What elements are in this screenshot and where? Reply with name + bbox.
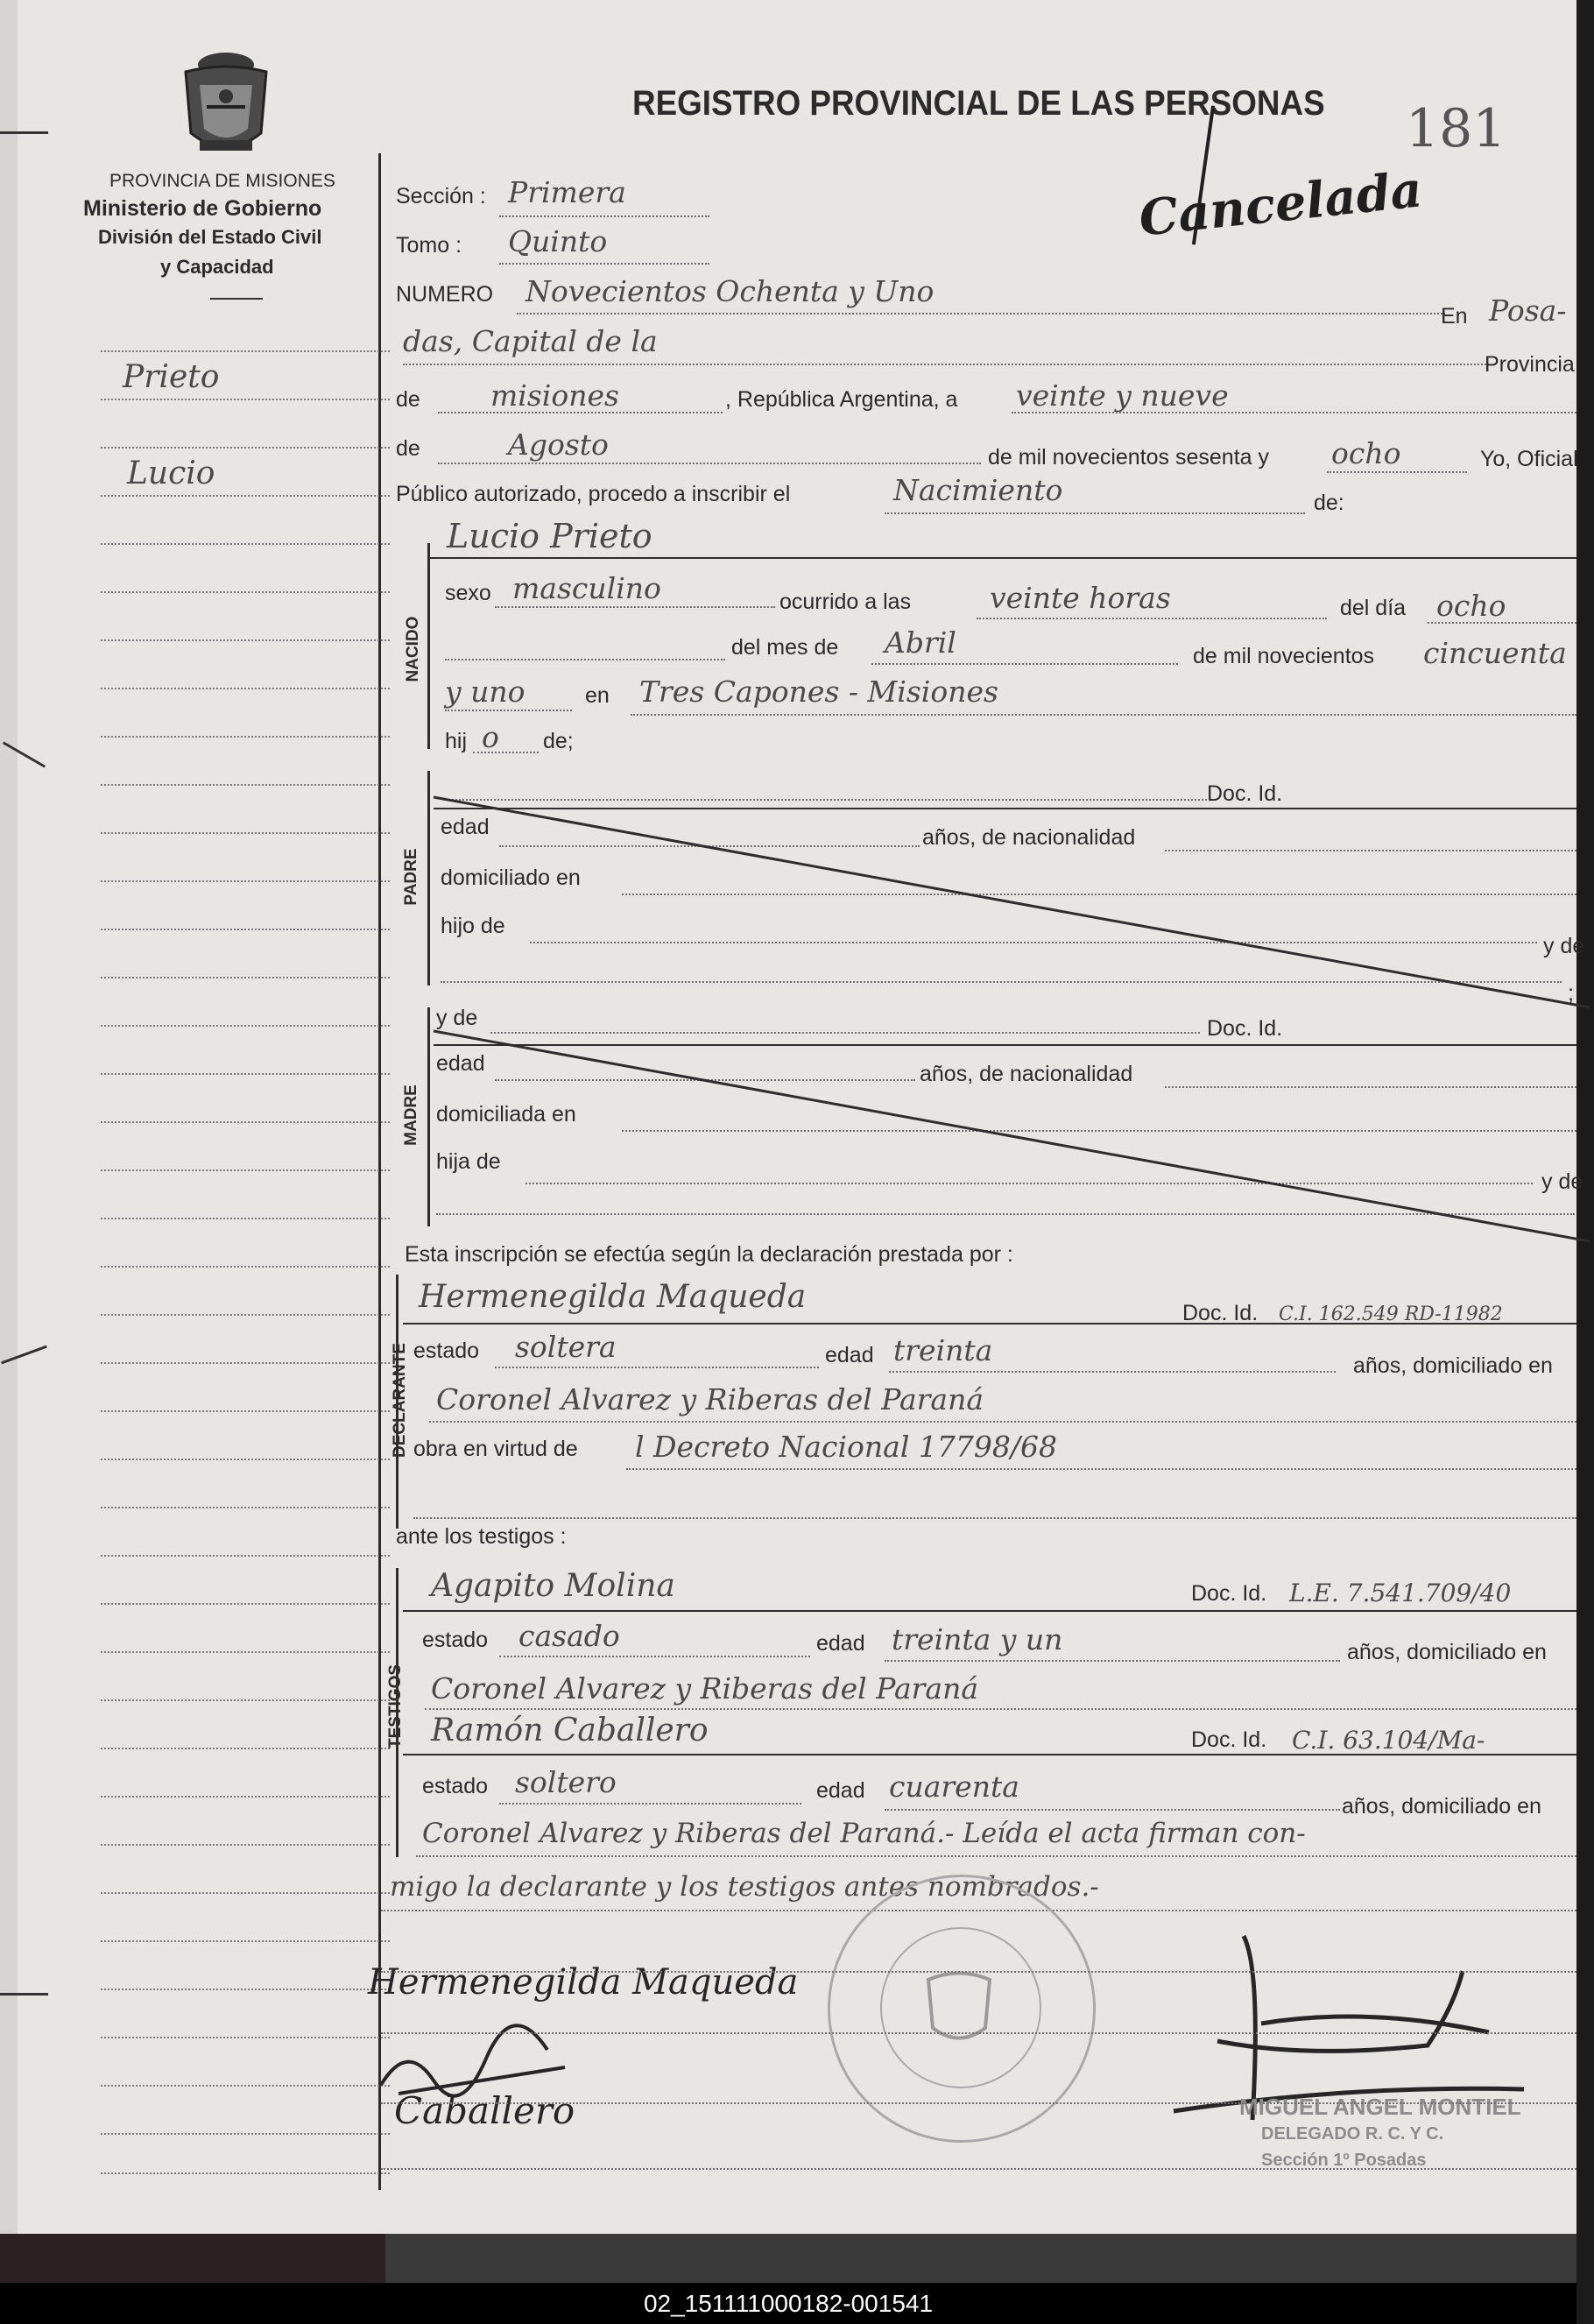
declarante-doc-value: C.I. 162.549 RD-11982 — [1279, 1303, 1503, 1325]
ministry-heading: Ministerio de Gobierno — [83, 196, 322, 221]
testigo2-edad-label: edad — [816, 1778, 865, 1803]
padre-hijo-label: hijo de — [441, 914, 505, 938]
division-heading: División del Estado Civil — [98, 226, 322, 248]
province-heading: PROVINCIA DE MISIONES — [109, 171, 335, 191]
publico-label: Público autorizado, procedo a inscribir el — [396, 482, 791, 506]
nacido-bracket — [427, 543, 430, 749]
madre-cancel-line — [429, 1027, 1594, 1246]
testigo2-domicilio: Coronel Alvarez y Riberas del Paraná.- Leída el acta firman con- — [422, 1818, 1306, 1849]
padre-dom-label: domiciliado en — [441, 865, 581, 890]
register-page — [18, 0, 1585, 2234]
de-label-2: de — [396, 436, 420, 461]
testigo1-doc-label: Doc. Id. — [1191, 1581, 1267, 1606]
padre-nac-label: años, de nacionalidad — [922, 825, 1136, 850]
en-label: En — [1441, 304, 1468, 328]
declarante-signature: Hermenegilda Maqueda — [368, 1962, 799, 2003]
page-edge — [0, 0, 18, 2234]
official-stamp-section: Sección 1º Posadas — [1261, 2151, 1427, 2170]
page-title: REGISTRO PROVINCIAL DE LAS PERSONAS — [632, 84, 1325, 123]
padre-cancel-line — [429, 793, 1594, 1012]
official-stamp-name: MIGUEL ANGEL MONTIEL — [1239, 2094, 1521, 2120]
hij-label: hij — [445, 729, 468, 753]
padre-label: PADRE — [402, 848, 420, 906]
testigo2-signature: Caballero — [394, 2089, 575, 2132]
de-label-3: de: — [1314, 491, 1344, 515]
testigo1-estado-label: estado — [422, 1628, 489, 1652]
testigo1-edad-label: edad — [816, 1631, 865, 1656]
testigo1-domicilio: Coronel Alvarez y Riberas del Paraná — [431, 1671, 979, 1706]
capacity-heading: y Capacidad — [160, 256, 274, 278]
madre-yde-label: y de — [1541, 1169, 1583, 1194]
anio-nacido-cont: y uno — [445, 675, 525, 709]
madre-edad-label: edad — [436, 1051, 485, 1076]
anio-value: ocho — [1331, 436, 1401, 470]
sexo-label: sexo — [445, 581, 491, 605]
month-value: Agosto — [508, 427, 609, 462]
en-value: Posa- — [1489, 293, 1567, 328]
testigo1-doc-value: L.E. 7.541.709/40 — [1289, 1579, 1512, 1607]
declarante-label: DECLARANTE — [391, 1343, 409, 1458]
numero-label: NUMERO — [396, 282, 494, 307]
file-caption: 02_151111000182-001541 — [0, 2283, 1576, 2324]
main-vertical-rule — [378, 153, 381, 2190]
madre-doc-label: Doc. Id. — [1207, 1016, 1283, 1041]
declarante-name: Hermenegilda Maqueda — [419, 1279, 807, 1315]
testigo1-name: Agapito Molina — [431, 1568, 675, 1604]
declarante-domicilio: Coronel Alvarez y Riberas del Paraná — [436, 1382, 984, 1416]
oficial-label: Yo, Oficial — [1480, 447, 1578, 471]
city-value: das, Capital de la — [403, 324, 658, 358]
margin-given-name: Lucio — [127, 456, 215, 491]
ocurrido-label: ocurrido a las — [779, 590, 912, 614]
day-value: veinte y nueve — [1016, 378, 1229, 413]
testigo2-estado-label: estado — [422, 1774, 489, 1798]
hij-value: o — [482, 720, 499, 754]
padre-yde-label: y de — [1543, 934, 1585, 958]
nacido-label: NACIDO — [404, 616, 422, 682]
madre-dom-label: domiciliada en — [436, 1102, 576, 1127]
province-value: misiones — [490, 378, 619, 413]
cancel-annotation: Cancelada — [1136, 160, 1425, 248]
madre-yde-top-label: y de — [436, 1006, 478, 1030]
heading-divider — [210, 298, 263, 300]
declaracion-label: Esta inscripción se efectúa según la declaración prestada por : — [405, 1242, 1013, 1267]
mil-label: de mil novecientos — [1193, 644, 1375, 668]
newborn-name: Lucio Prieto — [447, 517, 652, 555]
tomo-value: Quinto — [508, 224, 608, 258]
acto-value: Nacimiento — [893, 473, 1063, 507]
anio-nacido-value: cincuenta — [1423, 636, 1567, 670]
hora-value: veinte horas — [990, 581, 1171, 615]
anio-label: de mil novecientos sesenta y — [988, 445, 1270, 470]
testigo2-doc-value: C.I. 63.104/Ma- — [1292, 1726, 1485, 1755]
declarante-anios-label: años, domiciliado en — [1353, 1353, 1553, 1378]
testigos-label-vertical: TESTIGOS — [386, 1664, 405, 1748]
republica-label: , República Argentina, a — [725, 387, 958, 412]
staple-mark — [0, 1993, 48, 1996]
testigo1-estado-value: casado — [518, 1619, 620, 1653]
declarante-edad-value: treinta — [893, 1333, 993, 1367]
numero-value: Novecientos Ochenta y Uno — [525, 274, 935, 308]
page-number: 181 — [1406, 98, 1506, 159]
testigo2-anios-label: años, domiciliado en — [1342, 1794, 1541, 1819]
seal-emblem-icon — [920, 1962, 998, 2050]
seccion-value: Primera — [508, 175, 626, 209]
declarante-edad-label: edad — [825, 1343, 874, 1367]
testigo2-estado-value: soltero — [515, 1765, 617, 1799]
madre-label: MADRE — [402, 1084, 420, 1146]
sexo-value: masculino — [512, 571, 661, 605]
provincia-label: Provincia — [1485, 352, 1575, 377]
staple-mark — [0, 131, 48, 134]
official-stamp-role: DELEGADO R. C. Y C. — [1261, 2124, 1444, 2144]
coat-of-arms-icon — [173, 46, 279, 159]
padre-doc-label: Doc. Id. — [1207, 781, 1283, 806]
del-mes-label: del mes de — [731, 635, 839, 660]
dia-value: ocho — [1436, 589, 1506, 623]
padre-semicolon: ; — [1568, 981, 1574, 1006]
declarante-doc-label: Doc. Id. — [1182, 1301, 1259, 1325]
del-dia-label: del día — [1340, 596, 1407, 620]
madre-hija-label: hija de — [436, 1149, 501, 1174]
lugar-value: Tres Capones - Misiones — [639, 675, 998, 709]
declarante-estado-label: estado — [413, 1339, 480, 1363]
testigo2-doc-label: Doc. Id. — [1191, 1727, 1267, 1752]
declarante-estado-value: soltera — [515, 1330, 617, 1364]
seccion-label: Sección : — [396, 184, 486, 208]
testigo1-edad-value: treinta y un — [892, 1622, 1063, 1656]
madre-nac-label: años, de nacionalidad — [920, 1062, 1133, 1086]
closing-text: migo la declarante y los testigos antes nombrados.- — [390, 1871, 1099, 1903]
mes-value: Abril — [885, 625, 956, 660]
testigo1-anios-label: años, domiciliado en — [1347, 1640, 1547, 1664]
testigo1-signature-icon — [372, 2032, 582, 2102]
obra-label: obra en virtud de — [413, 1437, 578, 1461]
scan-border — [0, 2234, 1576, 2283]
testigos-label: ante los testigos : — [396, 1524, 567, 1549]
testigo2-edad-value: cuarenta — [889, 1769, 1019, 1804]
margin-surname: Prieto — [123, 359, 220, 395]
obra-value: l Decreto Nacional 17798/68 — [635, 1430, 1057, 1464]
de-hij-label: de; — [543, 729, 574, 753]
de-label-1: de — [396, 387, 420, 412]
en-nacido-label: en — [585, 683, 610, 708]
testigo2-name: Ramón Caballero — [431, 1713, 709, 1748]
tomo-label: Tomo : — [396, 233, 462, 258]
padre-edad-label: edad — [441, 815, 490, 839]
